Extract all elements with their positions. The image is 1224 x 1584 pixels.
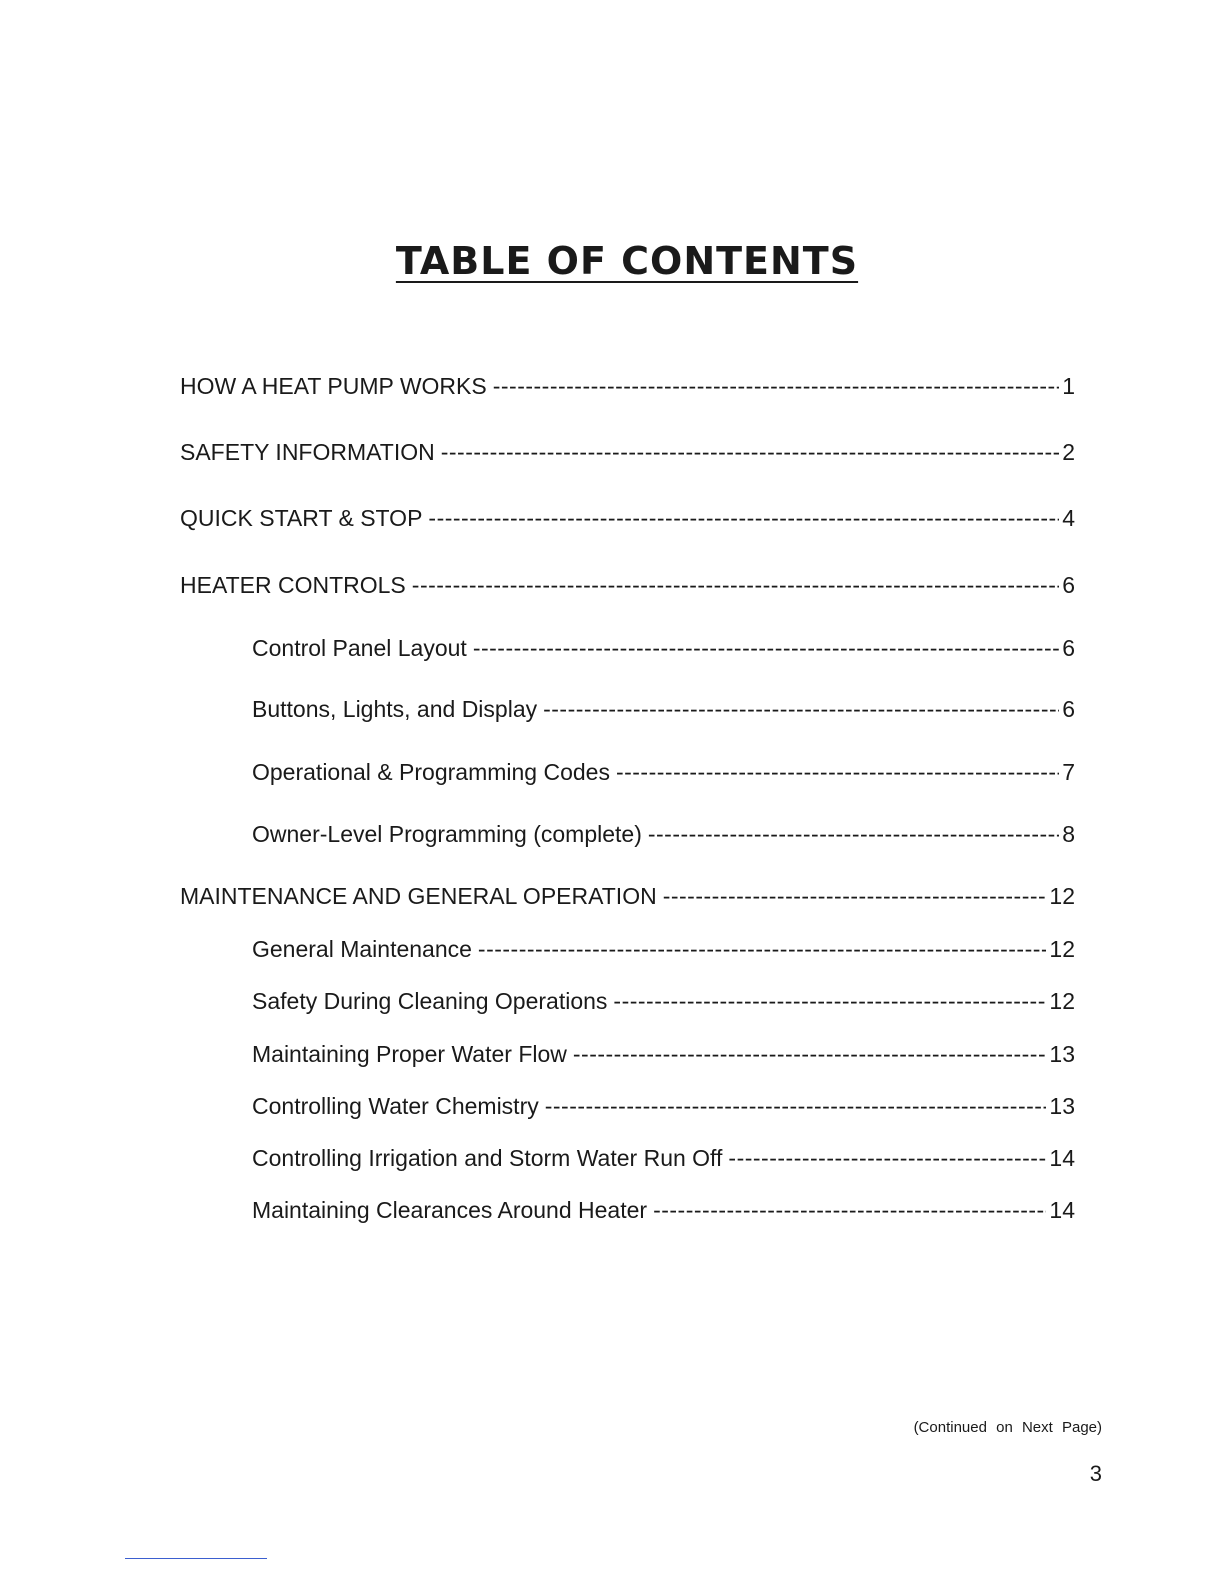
toc-entry[interactable] xyxy=(252,757,1075,787)
toc-entry-label: Buttons, Lights, and Display xyxy=(252,696,538,722)
toc-entry[interactable] xyxy=(252,694,1075,724)
toc-entry-page: 6 xyxy=(1062,572,1075,598)
footer-divider xyxy=(125,1558,267,1559)
toc-entry-page: 13 xyxy=(1049,1041,1075,1067)
toc-leader xyxy=(428,503,1059,533)
toc-entry-label: QUICK START & STOP xyxy=(180,505,423,531)
toc-entry-page: 14 xyxy=(1049,1145,1075,1171)
toc-entry-label: Controlling Water Chemistry xyxy=(252,1093,539,1119)
toc-leader xyxy=(653,1195,1046,1225)
toc-leader xyxy=(412,570,1059,600)
toc-entry[interactable] xyxy=(180,503,1075,533)
toc-entry-label: Maintaining Proper Water Flow xyxy=(252,1041,567,1067)
toc-entry-label: HOW A HEAT PUMP WORKS xyxy=(180,373,487,399)
toc-entry[interactable] xyxy=(252,1195,1075,1225)
toc-entry-page: 12 xyxy=(1049,988,1075,1014)
toc-entry[interactable] xyxy=(252,1039,1075,1069)
toc-leader xyxy=(493,371,1059,401)
toc-entry-page: 12 xyxy=(1049,936,1075,962)
toc-entry[interactable] xyxy=(180,371,1075,401)
toc-leader xyxy=(478,934,1046,964)
toc-entry-page: 7 xyxy=(1062,759,1075,785)
toc-entry[interactable] xyxy=(252,934,1075,964)
toc-entry[interactable] xyxy=(180,881,1075,911)
toc-entry-page: 6 xyxy=(1062,696,1075,722)
toc-entry-label: MAINTENANCE AND GENERAL OPERATION xyxy=(180,883,657,909)
toc-entry-label: SAFETY INFORMATION xyxy=(180,439,435,465)
toc-leader xyxy=(545,1091,1047,1121)
toc-entry-label: Owner-Level Programming (complete) xyxy=(252,821,642,847)
toc-entry-label: Safety During Cleaning Operations xyxy=(252,988,608,1014)
toc-leader xyxy=(473,633,1059,663)
toc-leader xyxy=(613,986,1046,1016)
toc-entry-label: Operational & Programming Codes xyxy=(252,759,610,785)
toc-leader xyxy=(573,1039,1047,1069)
toc-entry[interactable] xyxy=(252,633,1075,663)
page-number: 3 xyxy=(1089,1461,1102,1486)
toc-leader xyxy=(616,757,1059,787)
toc-entry-page: 14 xyxy=(1049,1197,1075,1223)
toc-entry-page: 2 xyxy=(1062,439,1075,465)
toc-entry[interactable] xyxy=(252,1143,1075,1173)
toc-entry[interactable] xyxy=(252,1091,1075,1121)
toc-entry-page: 6 xyxy=(1062,635,1075,661)
toc-entry-label: Maintaining Clearances Around Heater xyxy=(252,1197,648,1223)
toc-entry-page: 4 xyxy=(1062,505,1075,531)
toc-entry-label: Control Panel Layout xyxy=(252,635,467,661)
toc-leader xyxy=(648,819,1059,849)
toc-entry[interactable] xyxy=(252,986,1075,1016)
toc-entry-page: 12 xyxy=(1049,883,1075,909)
toc-leader xyxy=(543,694,1059,724)
toc-leader xyxy=(663,881,1047,911)
toc-entry-label: Controlling Irrigation and Storm Water Run Off xyxy=(252,1145,723,1171)
page-title xyxy=(0,239,1224,283)
page-title-text: TABLE OF CONTENTS xyxy=(395,239,859,283)
toc-entry-page: 8 xyxy=(1062,821,1075,847)
toc-entry-page: 1 xyxy=(1062,373,1075,399)
continued-note: (Continued on Next Page) xyxy=(913,1419,1102,1436)
toc-leader xyxy=(728,1143,1046,1173)
toc-entry[interactable] xyxy=(252,819,1075,849)
toc-entry-label: General Maintenance xyxy=(252,936,472,962)
toc-entry[interactable] xyxy=(180,437,1075,467)
toc-entry-page: 13 xyxy=(1049,1093,1075,1119)
toc-entry-label: HEATER CONTROLS xyxy=(180,572,406,598)
toc-entry[interactable] xyxy=(180,570,1075,600)
toc-leader xyxy=(441,437,1059,467)
